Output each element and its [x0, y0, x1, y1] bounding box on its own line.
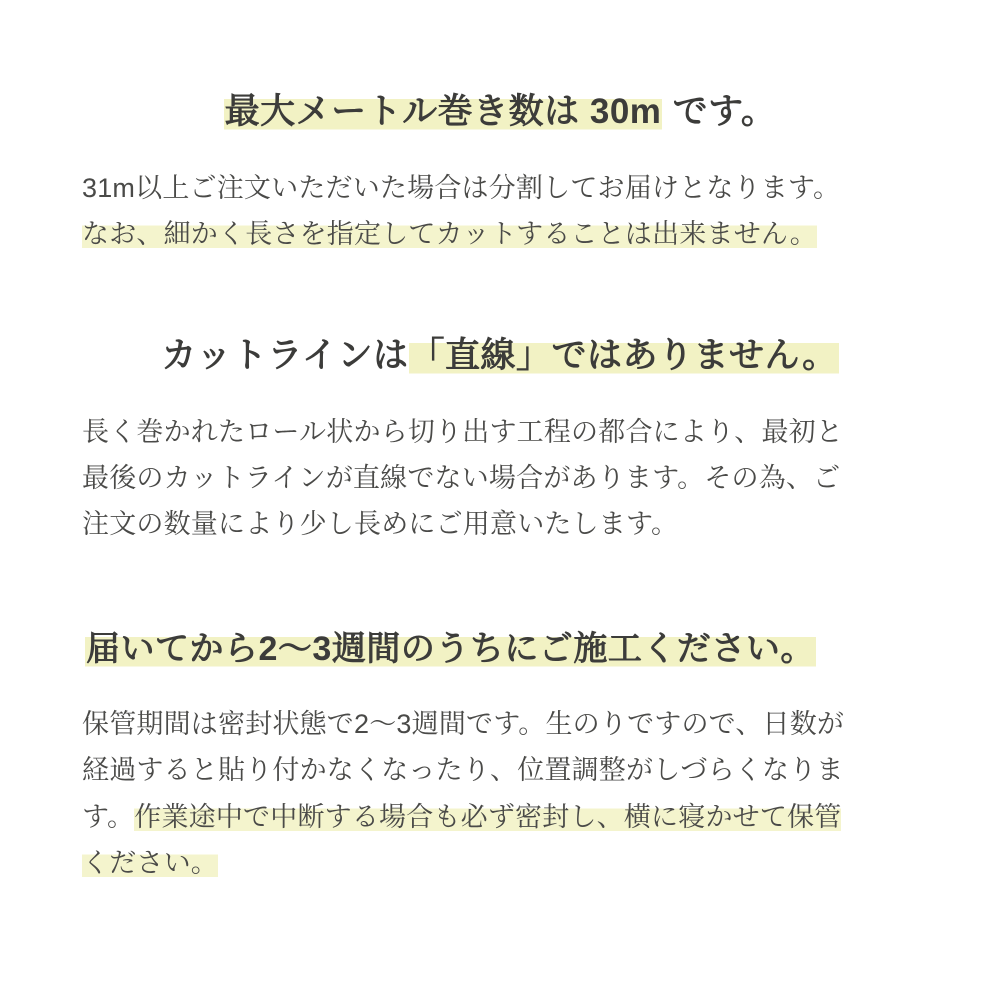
heading-plain-text: です。 [662, 92, 777, 131]
body-line [82, 501, 918, 547]
spacer [0, 139, 1000, 165]
body-line [82, 747, 918, 793]
body-line [82, 840, 918, 886]
body-line-text-highlight: なお、細かく長さを指定してカットすることは出来ません。 [82, 218, 817, 249]
body-line-text: 最後のカットラインが直線でない場合があります。その為、ご [82, 462, 841, 493]
section-body [0, 701, 1000, 887]
body-line-text: 注文の数量により少し長めにご用意いたします。 [82, 509, 679, 540]
body-line [82, 794, 918, 840]
section-heading [0, 330, 1000, 383]
body-line-text-highlight: 作業途中で中断する場合も必ず密封し、横に寝かせて保管 [134, 801, 842, 832]
heading-plain-text: カットラインは [161, 336, 409, 375]
section-body [0, 409, 1000, 548]
heading-highlight-text: 届いてから2〜3週間のうちにご施工ください。 [86, 630, 815, 668]
section-heading [0, 86, 1000, 139]
body-line-text: 経過すると貼り付かなくなったり、位置調整がしづらくなりま [82, 755, 844, 786]
body-line [82, 165, 918, 211]
section-max-roll-length [0, 86, 1000, 257]
body-line-text: 保管期間は密封状態で2〜3週間です。生のりですので、日数が [82, 709, 845, 739]
body-line [82, 211, 918, 257]
body-line [82, 455, 918, 501]
body-line-text: 長く巻かれたロール状から切り出す工程の都合により、最初と [82, 416, 844, 447]
body-line [82, 409, 918, 455]
section-install-within-2-3-weeks [0, 624, 1000, 887]
spacer [0, 675, 1000, 701]
heading-highlight-text: 最大メートル巻き数は 30m [224, 92, 662, 131]
heading-highlight-text: 「直線」ではありません。 [409, 336, 838, 375]
section-heading [0, 624, 1000, 675]
body-line [82, 701, 918, 747]
section-body [0, 165, 1000, 258]
body-line-text-highlight: ください。 [82, 848, 218, 879]
spacer [0, 383, 1000, 409]
body-line-text: す。 [82, 801, 135, 832]
body-line-text: 31m以上ご注文いただいた場合は分割してお届けとなります。 [82, 172, 841, 203]
section-cut-line-not-straight [0, 330, 1000, 548]
